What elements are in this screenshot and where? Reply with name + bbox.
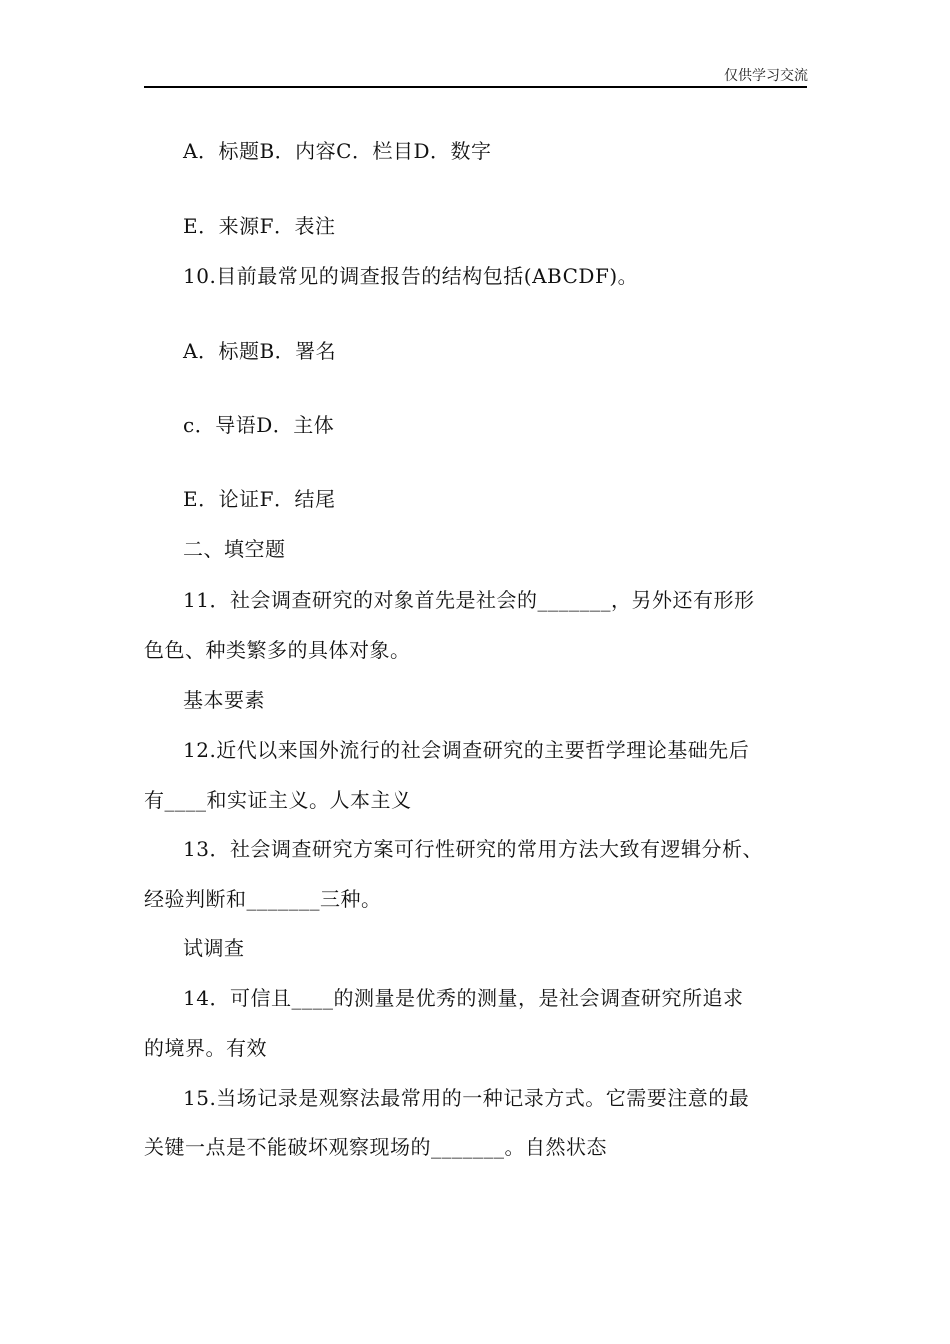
text-line: 有____和实证主义。人本主义	[144, 788, 412, 812]
text-line: 14．可信且____的测量是优秀的测量，是社会调查研究所追求	[183, 986, 744, 1010]
header-divider	[144, 86, 807, 88]
answer-line: 试调查	[183, 936, 245, 960]
text-line: A．标题B．内容C．栏目D．数字	[183, 139, 492, 163]
text-line: 15.当场记录是观察法最常用的一种记录方式。它需要注意的最	[183, 1086, 750, 1110]
text-line: 的境界。有效	[144, 1036, 267, 1060]
text-line: c．导语D．主体	[183, 413, 335, 437]
text-line: A．标题B．署名	[183, 339, 337, 363]
text-line: E．来源F．表注	[183, 214, 336, 238]
text-line: E．论证F．结尾	[183, 487, 336, 511]
text-line: 10.目前最常见的调查报告的结构包括(ABCDF)。	[183, 264, 639, 288]
header-label: 仅供学习交流	[724, 68, 808, 84]
text-line: 色色、种类繁多的具体对象。	[144, 638, 411, 662]
answer-line: 基本要素	[183, 688, 265, 712]
text-line: 经验判断和_______三种。	[144, 887, 382, 911]
text-line: 13．社会调查研究方案可行性研究的常用方法大致有逻辑分析、	[183, 837, 763, 861]
text-line: 关键一点是不能破坏观察现场的_______。自然状态	[144, 1135, 607, 1159]
text-line: 11．社会调查研究的对象首先是社会的_______，另外还有形形	[183, 588, 755, 612]
section-heading: 二、填空题	[183, 537, 286, 561]
text-line: 12.近代以来国外流行的社会调查研究的主要哲学理论基础先后	[183, 738, 750, 762]
